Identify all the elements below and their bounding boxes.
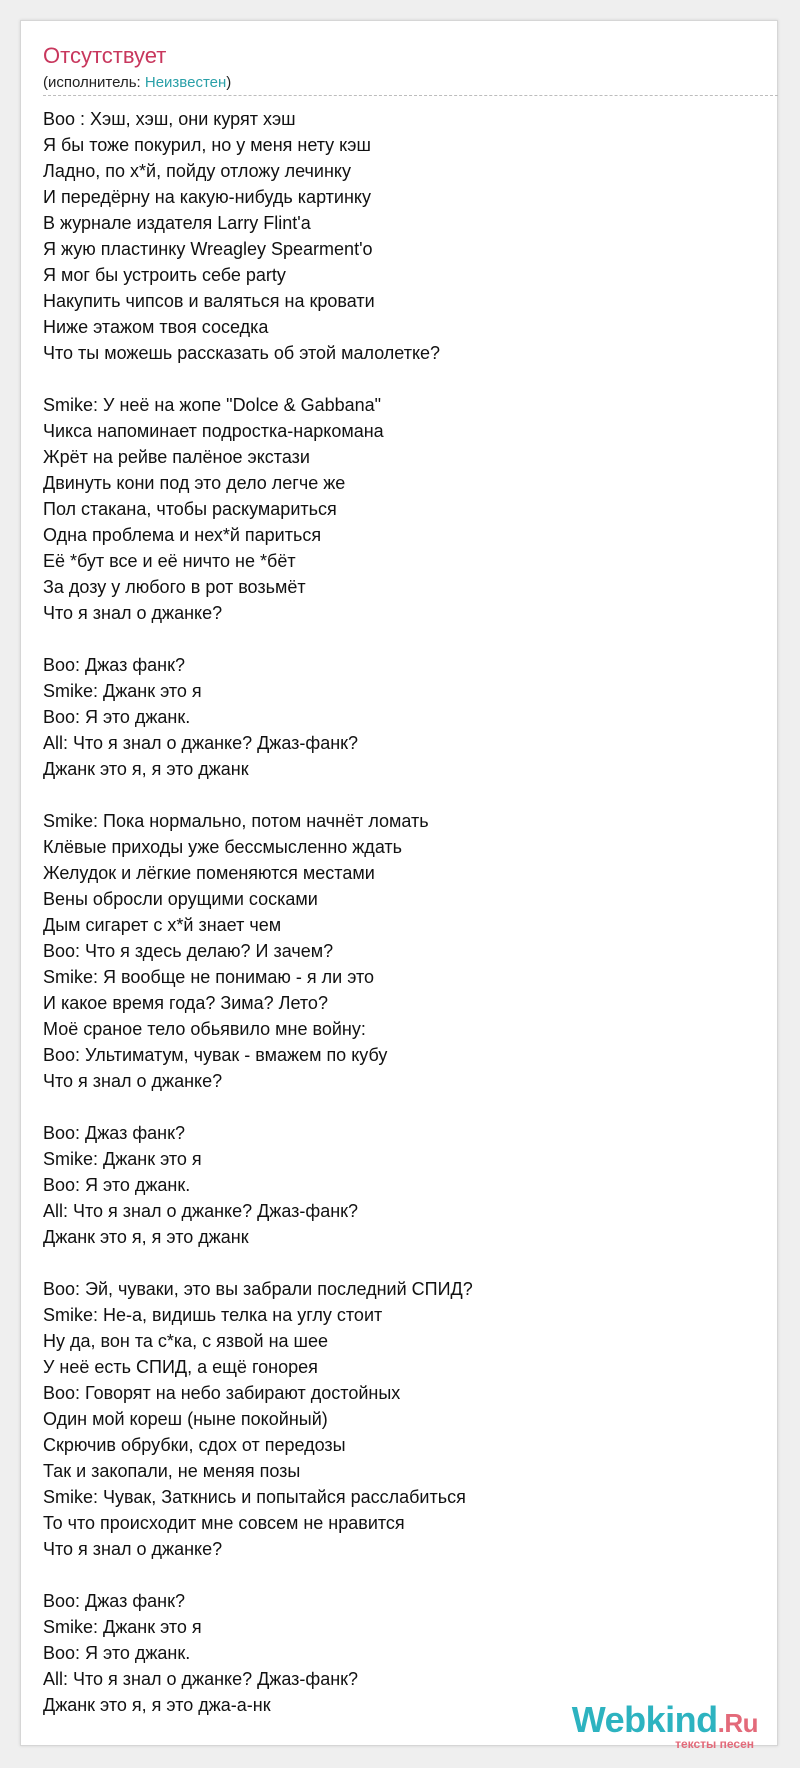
lyrics-line: Smike: Я вообще не понимаю - я ли это [43, 967, 375, 987]
lyrics-line: Что я знал о джанке? [43, 1539, 223, 1559]
lyrics-line: Boo: Что я здесь делаю? И зачем? [43, 941, 334, 961]
lyrics-line: Boo: Джаз фанк? [43, 655, 185, 675]
lyrics-line: All: Что я знал о джанке? Джаз-фанк? [43, 1201, 359, 1221]
lyrics-line: Я бы тоже покурил, но у меня нету кэш [43, 135, 371, 155]
artist-line [43, 74, 231, 92]
lyrics-line: Двинуть кони под это дело легче же [43, 473, 346, 493]
lyrics-line: Smike: У неё на жопе "Dolce & Gabbana" [43, 395, 382, 415]
lyrics-line: Boo: Я это джанк. [43, 1643, 191, 1663]
lyrics-line: Что ты можешь рассказать об этой малолетке? [43, 343, 441, 363]
lyrics-line: То что происходит мне совсем не нравится [43, 1513, 405, 1533]
lyrics-line: Джанк это я, я это джа-а-нк [43, 1695, 271, 1715]
lyrics-body [43, 106, 763, 1744]
lyrics-line: Пол стакана, чтобы раскумариться [43, 499, 337, 519]
logo-tld: .Ru [717, 1708, 758, 1738]
lyrics-line: И передёрну на какую-нибудь картинку [43, 187, 371, 207]
lyrics-line: Boo: Ультиматум, чувак - вмажем по кубу [43, 1045, 388, 1065]
lyrics-line: Boo: Я это джанк. [43, 1175, 191, 1195]
artist-suffix: ) [226, 74, 232, 91]
lyrics-line: Boo: Эй, чуваки, это вы забрали последний СПИД? [43, 1279, 473, 1299]
lyrics-line: Скрючив обрубки, сдох от передозы [43, 1435, 346, 1455]
lyrics-stanza [43, 106, 763, 366]
lyrics-line: Желудок и лёгкие поменяются местами [43, 863, 375, 883]
lyrics-line: Клёвые приходы уже бессмысленно ждать [43, 837, 403, 857]
lyrics-line: Вены обросли орущими сосками [43, 889, 318, 909]
lyrics-line: Boo: Я это джанк. [43, 707, 191, 727]
lyrics-line: И какое время года? Зима? Лето? [43, 993, 328, 1013]
lyrics-line: Накупить чипсов и валяться на кровати [43, 291, 375, 311]
lyrics-line: Smike: Джанк это я [43, 1149, 202, 1169]
lyrics-line: All: Что я знал о джанке? Джаз-фанк? [43, 1669, 359, 1689]
lyrics-line: Smike: Пока нормально, потом начнёт ломать [43, 811, 429, 831]
lyrics-line: Boo: Говорят на небо забирают достойных [43, 1383, 401, 1403]
lyrics-stanza [43, 392, 763, 626]
song-title: Отсутствует [43, 43, 167, 68]
lyrics-line: Smike: Джанк это я [43, 681, 202, 701]
lyrics-line: Я жую пластинку Wreagley Spearment'o [43, 239, 373, 259]
webkind-logo[interactable] [571, 1699, 768, 1751]
lyrics-line: Что я знал о джанке? [43, 603, 223, 623]
artist-prefix: (исполнитель: [43, 74, 145, 91]
lyrics-line: Boo : Хэш, хэш, они курят хэш [43, 109, 296, 129]
logo-tagline: тексты песен [675, 1737, 754, 1751]
lyrics-line: Ну да, вон та с*ка, с язвой на шее [43, 1331, 329, 1351]
lyrics-stanza [43, 652, 763, 782]
lyrics-line: Boo: Джаз фанк? [43, 1123, 185, 1143]
lyrics-line: Джанк это я, я это джанк [43, 1227, 249, 1247]
lyrics-line: Smike: Чувак, Заткнись и попытайся расслабиться [43, 1487, 466, 1507]
lyrics-line: Один мой кореш (ныне покойный) [43, 1409, 328, 1429]
lyrics-line: Джанк это я, я это джанк [43, 759, 249, 779]
artist-link[interactable]: Неизвестен [144, 74, 227, 91]
logo-main-text: Webkind [571, 1699, 718, 1740]
lyrics-line: Smike: Не-а, видишь телка на углу стоит [43, 1305, 383, 1325]
lyrics-stanza [43, 1276, 763, 1562]
lyrics-line: Дым сигарет с х*й знает чем [43, 915, 282, 935]
lyrics-line: Smike: Джанк это я [43, 1617, 202, 1637]
lyrics-line: Что я знал о джанке? [43, 1071, 223, 1091]
lyrics-line: All: Что я знал о джанке? Джаз-фанк? [43, 733, 359, 753]
lyrics-line: Моё сраное тело обьявило мне войну: [43, 1019, 366, 1039]
lyrics-line: В журнале издателя Larry Flint'a [43, 213, 311, 233]
lyrics-line: У неё есть СПИД, а ещё гонорея [43, 1357, 318, 1377]
lyrics-stanza [43, 1120, 763, 1250]
lyrics-line: Boo: Джаз фанк? [43, 1591, 185, 1611]
lyrics-line: Так и закопали, не меняя позы [43, 1461, 301, 1481]
lyrics-line: Чикса напоминает подростка-наркомана [43, 421, 384, 441]
lyrics-line: Её *бут все и её ничто не *бёт [43, 551, 296, 571]
lyrics-stanza [43, 808, 763, 1094]
lyrics-card [20, 20, 778, 1746]
lyrics-line: Ниже этажом твоя соседка [43, 317, 269, 337]
lyrics-line: Ладно, по х*й, пойду отложу лечинку [43, 161, 352, 181]
lyrics-line: Одна проблема и нех*й париться [43, 525, 322, 545]
lyrics-line: Я мог бы устроить себе party [43, 265, 286, 285]
lyrics-line: Жрёт на рейве палёное экстази [43, 447, 310, 467]
lyrics-line: За дозу у любого в рот возьмёт [43, 577, 306, 597]
divider [43, 95, 778, 96]
